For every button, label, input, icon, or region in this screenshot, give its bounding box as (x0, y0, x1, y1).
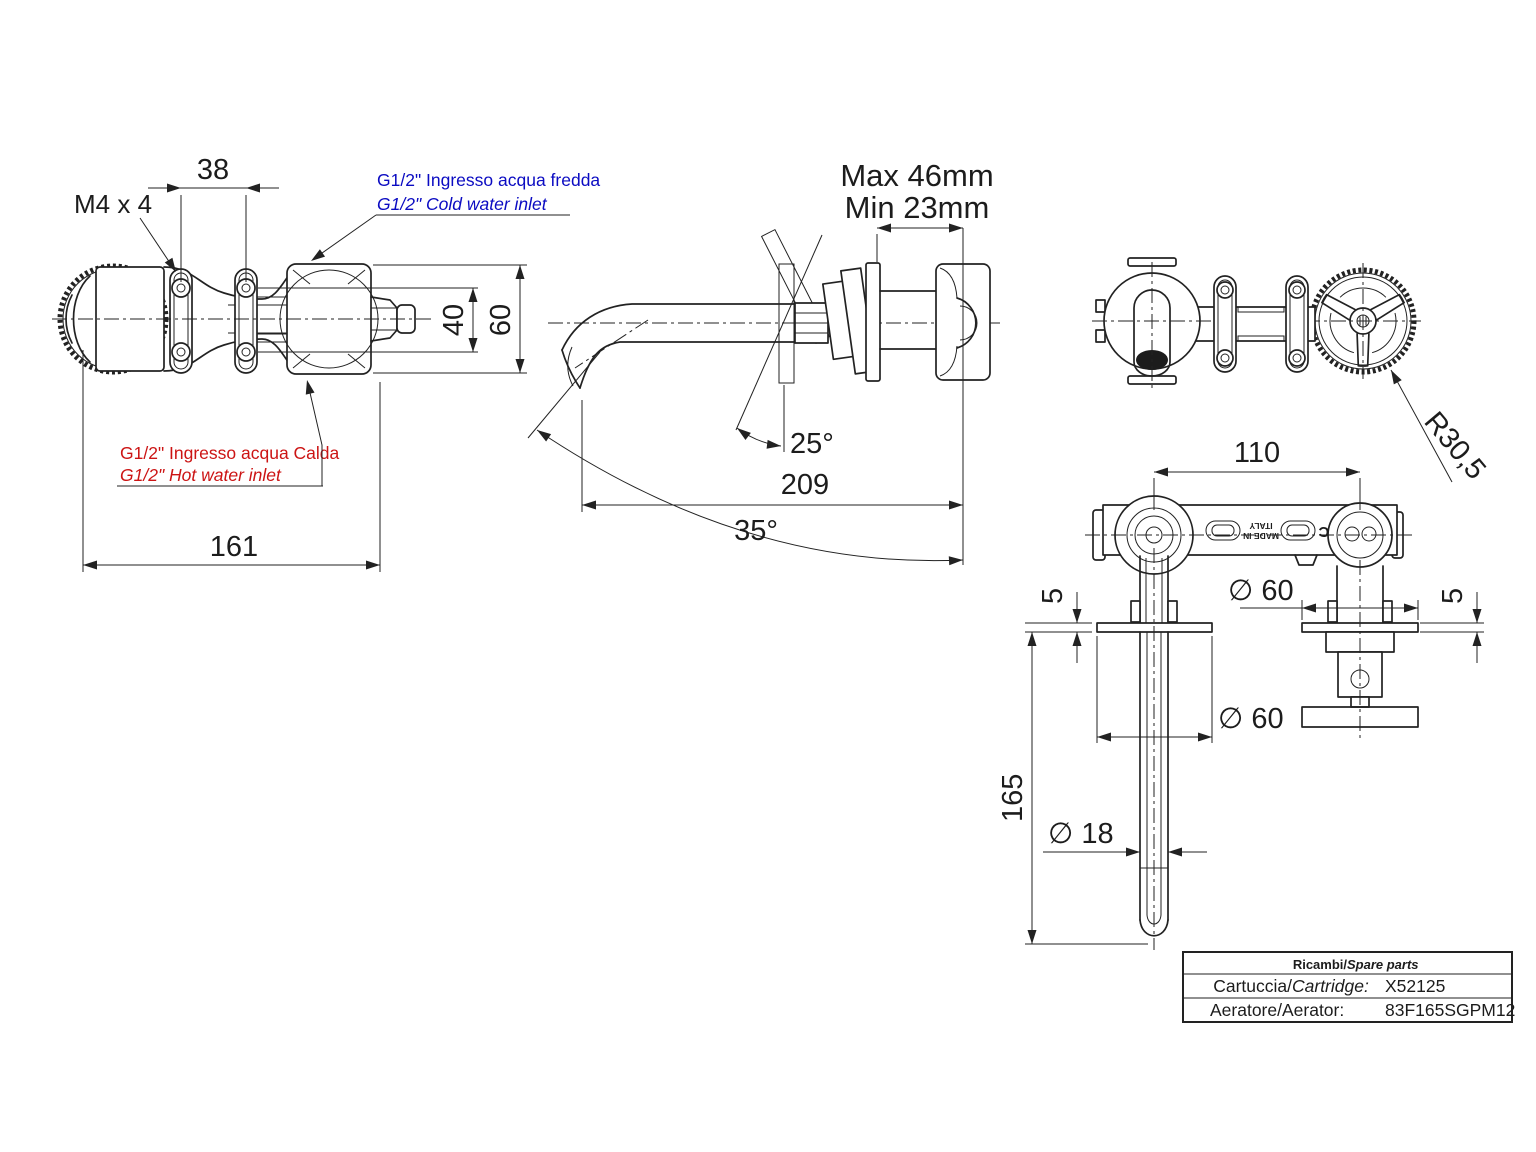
dim-110: 110 (1233, 437, 1281, 469)
svg-text:MADE IN: MADE IN (1243, 531, 1279, 541)
dim-40: 40 (438, 303, 470, 337)
table-header-it: Ricambi/ (1292, 957, 1347, 972)
row-value: X52125 (1385, 976, 1446, 996)
dim-38: 38 (196, 154, 230, 186)
dim-161: 161 (209, 531, 259, 563)
label-cold-inlet-en: G1/2" Cold water inlet (377, 194, 547, 214)
dim-dia60-right: ∅ 60 (1228, 575, 1294, 607)
table-row-cartridge (1213, 976, 1445, 996)
mounting-tab-left (170, 269, 192, 373)
label-hot-inlet-en: G1/2" Hot water inlet (120, 465, 281, 485)
svg-text:C: C (1318, 523, 1330, 540)
dim-25deg: 25° (790, 428, 834, 460)
mounting-tab-front-right (1286, 276, 1308, 372)
dim-min-depth: Min 23mm (844, 190, 990, 225)
table-header-en: Spare parts (1347, 957, 1419, 972)
dim-5-right: 5 (1437, 587, 1469, 604)
svg-text:ITALY: ITALY (1249, 521, 1273, 531)
mounting-tab-front-left (1214, 276, 1236, 372)
label-cold-inlet-it: G1/2" Ingresso acqua fredda (377, 170, 601, 190)
dim-209: 209 (780, 469, 830, 501)
row-label: Cartuccia/ (1213, 976, 1292, 996)
dim-dia18: ∅ 18 (1048, 818, 1114, 850)
dim-r305: R30,5 (1417, 405, 1492, 486)
wall-plate-side (866, 263, 880, 381)
dim-dia60-left: ∅ 60 (1218, 703, 1284, 735)
dim-max-depth: Max 46mm (840, 158, 994, 193)
conformity-mark (1318, 523, 1329, 540)
row-label-italic: Cartridge: (1292, 976, 1369, 996)
label-hot-inlet-it: G1/2" Ingresso acqua Calda (120, 443, 340, 463)
spare-parts-table (1183, 952, 1515, 1022)
dim-60: 60 (485, 303, 517, 337)
label-m4x4: M4 x 4 (74, 189, 153, 219)
dim-5-left: 5 (1037, 587, 1069, 604)
row-label: Aeratore/Aerator: (1210, 1000, 1345, 1020)
mounting-tab-right (235, 269, 257, 373)
dim-35deg: 35° (734, 515, 778, 547)
row-value: 83F165SGPM12 (1385, 1000, 1516, 1020)
dim-165: 165 (997, 773, 1029, 822)
